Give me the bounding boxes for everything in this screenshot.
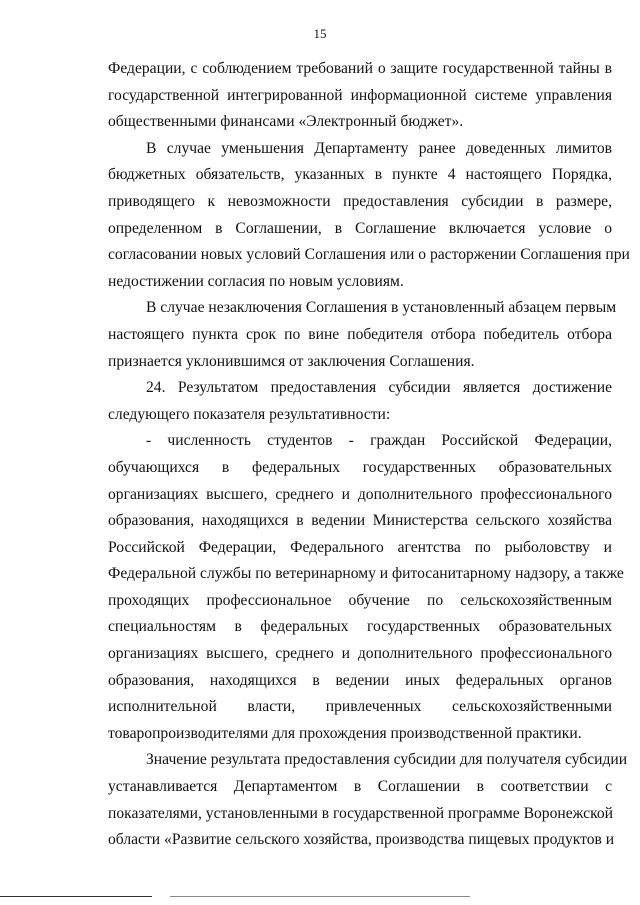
text-line: Федеральной службы по ветеринарному и фитосанитарному надзору, а также xyxy=(108,565,624,583)
paragraph-5 xyxy=(108,428,624,747)
text-line: исполнительной власти, привлеченных сельскохозяйственными xyxy=(108,698,612,716)
text-line: товаропроизводителями для прохождения производственной практики. xyxy=(108,724,582,742)
text-line: В случае уменьшения Департаменту ранее доведенных лимитов xyxy=(146,139,612,157)
text-line: 24. Результатом предоставления субсидии является достижение xyxy=(146,379,612,397)
text-line: приводящего к невозможности предоставления субсидии в размере, xyxy=(108,192,612,210)
paragraph-6 xyxy=(108,747,628,853)
text-line: устанавливается Департаментом в Соглашении в соответствии с xyxy=(108,778,612,796)
text-line: признается уклонившимся от заключения Соглашения. xyxy=(108,352,475,370)
footer-divider xyxy=(0,896,152,897)
text-line: показателями, установленными в государственной программе Воронежской xyxy=(108,804,614,822)
page-number: 15 xyxy=(313,26,327,41)
text-line: организациях высшего, среднего и дополнительного профессионального xyxy=(108,485,612,503)
text-line: Федерации, с соблюдением требований о защите государственной тайны в xyxy=(108,60,612,77)
text-line: области «Развитие сельского хозяйства, производства пищевых продуктов и xyxy=(108,831,615,849)
text-line: В случае незаключения Соглашения в установленный абзацем первым xyxy=(146,299,617,317)
paragraph-1 xyxy=(108,56,612,136)
text-line: общественными финансами «Электронный бюджет». xyxy=(108,113,464,131)
text-line: определенном в Соглашении, в Соглашение включается условие о xyxy=(108,219,612,237)
text-line: организациях высшего, среднего и дополнительного профессионального xyxy=(108,645,612,663)
text-line: - численность студентов - граждан Российской Федерации, xyxy=(146,432,612,450)
text-line: настоящего пункта срок по вине победителя отбора победитель отбора xyxy=(108,325,612,343)
text-line: бюджетных обязательств, указанных в пункте 4 настоящего Порядка, xyxy=(108,166,612,184)
text-line: обучающихся в федеральных государственных образовательных xyxy=(108,458,612,476)
text-line: Значение результата предоставления субсидии для получателя субсидии xyxy=(146,751,628,769)
text-line: специальностям в федеральных государственных образовательных xyxy=(108,618,612,636)
document-body xyxy=(108,56,630,854)
text-line: образования, находящихся в ведении иных федеральных органов xyxy=(108,671,612,689)
paragraph-2 xyxy=(108,136,630,296)
text-line: образования, находящихся в ведении Министерства сельского хозяйства xyxy=(108,512,612,530)
text-line: проходящих профессиональное обучение по сельскохозяйственным xyxy=(108,591,612,609)
footer-divider xyxy=(170,896,470,897)
text-line: недостижении согласия по новым условиям. xyxy=(108,272,404,290)
paragraph-3 xyxy=(108,295,617,375)
text-line: согласовании новых условий Соглашения или о расторжении Соглашения при xyxy=(108,246,630,264)
text-line: следующего показателя результативности: xyxy=(108,405,391,423)
text-line: государственной интегрированной информационной системе управления xyxy=(108,86,612,104)
text-line: Российской Федерации, Федерального агентства по рыболовству и xyxy=(108,538,612,556)
paragraph-4 xyxy=(108,375,612,428)
